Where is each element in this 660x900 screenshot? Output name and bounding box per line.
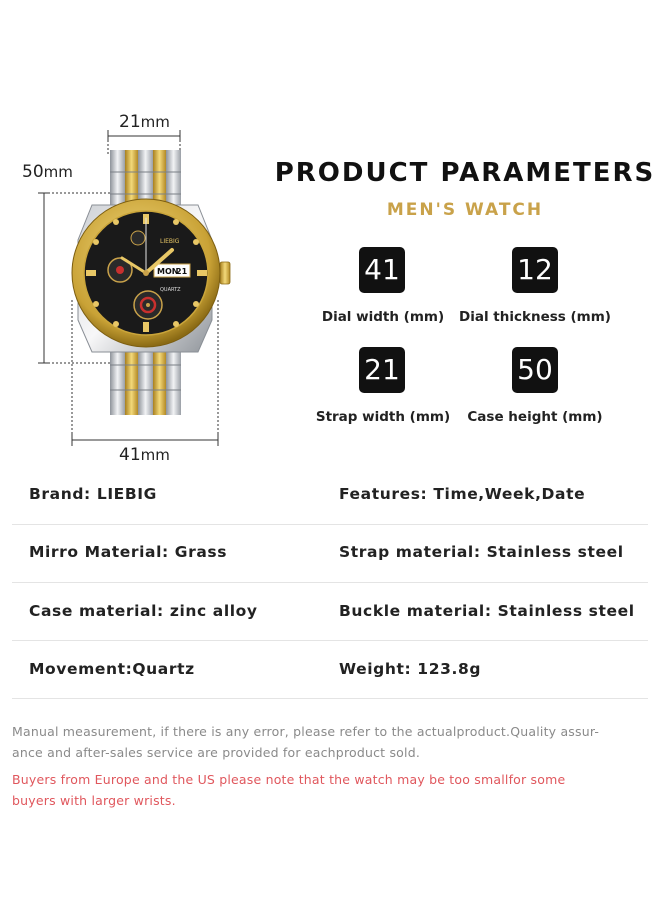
spec-row [12, 582, 648, 641]
page-title: PRODUCT PARAMETERS [274, 158, 656, 188]
spec-row [12, 466, 648, 525]
watch-crown [220, 262, 230, 284]
case-height-label: Case height (mm) [467, 409, 603, 425]
dial-brand-text: LIEBIG [160, 238, 180, 245]
spec-strap-material: Strap material: Stainless steel [339, 543, 624, 561]
dial-thickness-label: Dial thickness (mm) [459, 309, 611, 325]
disclaimer-line: ance and after-sales service are provided for eachproduct sold. [12, 745, 420, 760]
dial-width-label: Dial width (mm) [321, 309, 445, 325]
date-window-text: 21 [176, 267, 188, 276]
strap-width-box: 21 [359, 347, 405, 393]
spec-buckle-material: Buckle material: Stainless steel [339, 602, 635, 620]
warning-line: Buyers from Europe and the US please note that the watch may be too smallfor some [12, 772, 566, 787]
page-subtitle: MEN'S WATCH [386, 200, 544, 220]
spec-row [12, 524, 648, 583]
spec-movement: Movement:Quartz [29, 660, 195, 678]
spec-weight: Weight: 123.8g [339, 660, 482, 678]
strap-width-label: Strap width (mm) [315, 409, 451, 425]
dial-movement-text: QUARTZ [160, 287, 181, 293]
disclaimer-note [12, 721, 642, 763]
case-height-box: 50 [512, 347, 558, 393]
wrist-size-warning [12, 769, 642, 811]
dial-thickness-box: 12 [512, 247, 558, 293]
dial-width-unit: mm [140, 446, 170, 464]
case-height-unit: mm [43, 163, 73, 181]
case-height-value: 50 [22, 162, 44, 182]
watch-illustration [0, 0, 270, 470]
strap-width-value: 21 [119, 112, 141, 132]
dial-width-value: 41 [119, 445, 141, 465]
spec-case-material: Case material: zinc alloy [29, 602, 258, 620]
spec-brand: Brand: LIEBIG [29, 485, 157, 503]
spec-features: Features: Time,Week,Date [339, 485, 586, 503]
spec-row [12, 640, 648, 699]
spec-mirror-material: Mirro Material: Grass [29, 543, 228, 561]
strap-width-unit: mm [140, 113, 170, 131]
disclaimer-line: Manual measurement, if there is any error, please refer to the actualproduct.Quality assur- [12, 724, 600, 739]
warning-line: buyers with larger wrists. [12, 793, 176, 808]
dial-width-box: 41 [359, 247, 405, 293]
day-window-text: MON [157, 267, 179, 276]
